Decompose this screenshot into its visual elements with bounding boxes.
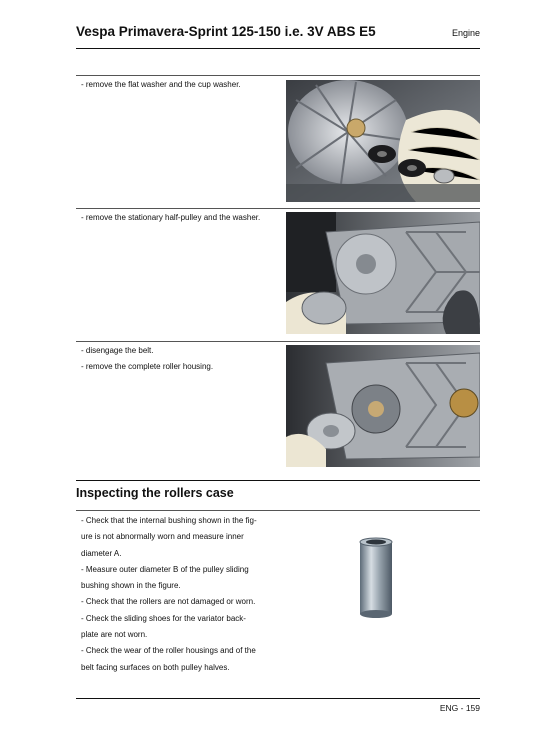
check-line: bushing shown in the figure. [81,581,181,591]
check-list [81,513,286,676]
section-divider [76,480,480,481]
check-line: diameter A. [81,548,122,558]
step-2-text [81,210,281,226]
row-divider [76,341,480,342]
step-line: - remove the complete roller housing. [81,362,214,371]
step-1-text [81,77,281,93]
step-line: - disengage the belt. [81,346,154,355]
check-line: belt facing surfaces on both pulley halves. [81,662,230,672]
row-divider [76,510,480,511]
page-header [76,22,480,49]
roller-housing-photo [286,345,480,467]
row-divider [76,75,480,76]
step-line: - remove the stationary half-pulley and the washer. [81,213,261,222]
check-line: - Check the wear of the roller housings and of the [81,646,256,656]
pulley-photo [286,212,480,334]
section-heading: Inspecting the rollers case [76,486,234,500]
page-title: Vespa Primavera-Sprint 125-150 i.e. 3V ABS E5 [76,24,376,39]
check-line: plate are not worn. [81,630,148,640]
step-line: - remove the flat washer and the cup washer. [81,80,241,89]
bushing-image [356,536,396,625]
check-line: ure is not abnormally worn and measure inner [81,532,244,542]
step-3-text [81,343,281,375]
footer-divider [76,698,480,699]
washer-photo [286,80,480,202]
row-divider [76,208,480,209]
check-line: - Check the sliding shoes for the variator back- [81,613,246,623]
page-number: ENG - 159 [439,703,480,713]
section-label: Engine [451,28,480,38]
check-line: - Check that the internal bushing shown in the fig- [81,516,257,525]
check-line: - Measure outer diameter B of the pulley sliding [81,564,249,574]
check-line: - Check that the rollers are not damaged or worn. [81,597,256,607]
